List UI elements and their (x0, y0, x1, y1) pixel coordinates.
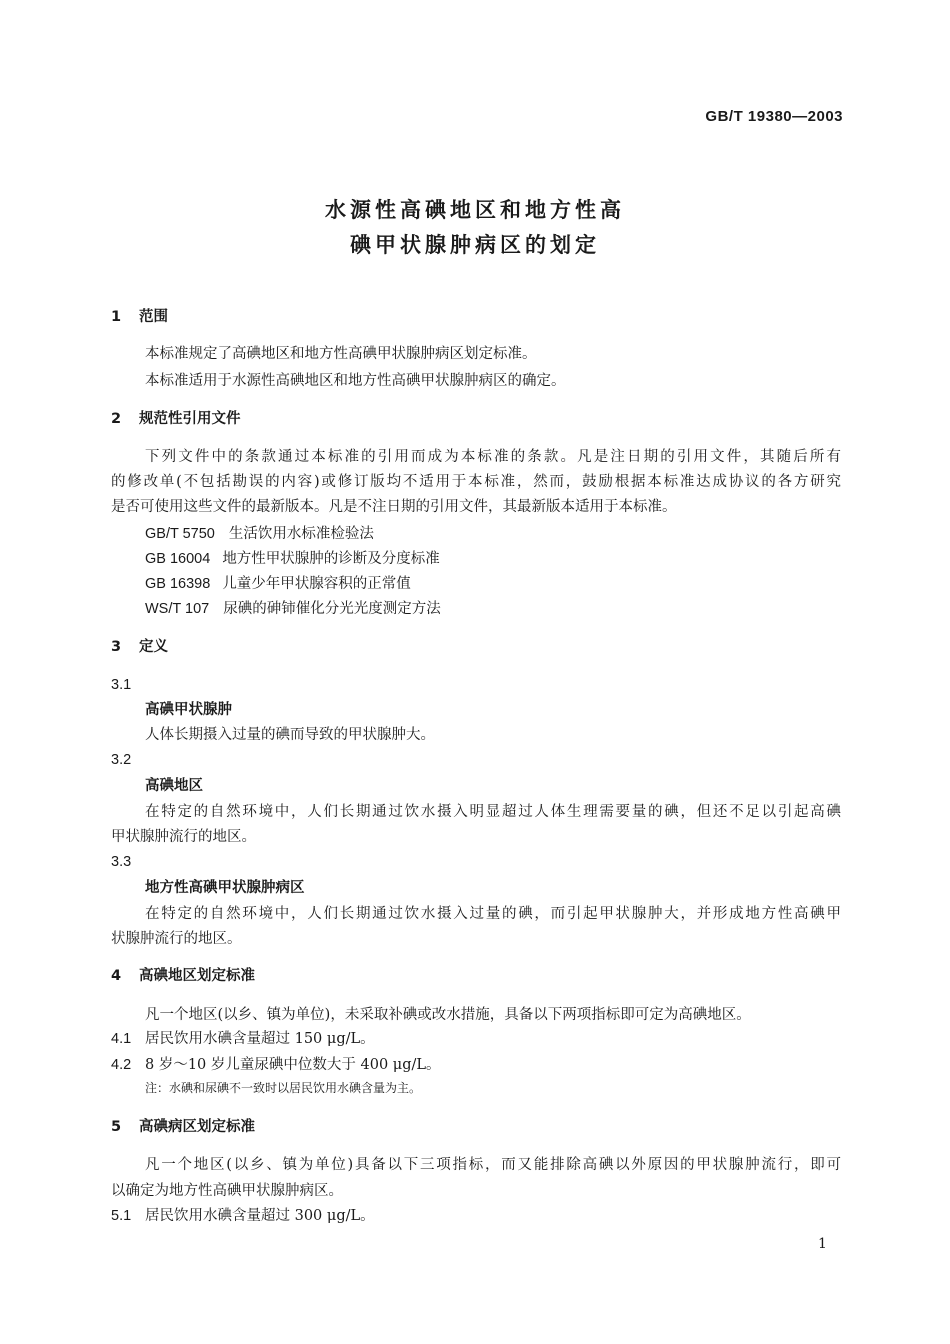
definition-text-line-2: 甲状腺肿流行的地区。 (111, 829, 256, 845)
definition-text-line-1: 在特定的自然环境中，人们长期通过饮水摄入明显超过人体生理需要量的碘，但还不足以引起高碘 (145, 804, 841, 820)
section-2-heading (111, 412, 241, 427)
section-1-paragraph-2: 本标准适用于水源性高碘地区和地方性高碘甲状腺肿病区的确定。 (145, 373, 566, 389)
section-number: 4 (111, 968, 122, 984)
section-title: 范围 (139, 309, 168, 325)
definition-text: 人体长期摄入过量的碘而导致的甲状腺肿大。 (145, 727, 435, 743)
reference-code: WS/T 107 (145, 601, 210, 617)
document-title-line-1: 水源性高碘地区和地方性高 (325, 198, 625, 222)
criterion-text: 8 岁～10 岁儿童尿碘中位数大于 400 μg/L。 (145, 1057, 441, 1073)
definition-term: 高碘甲状腺肿 (145, 702, 232, 718)
criterion-item (111, 1209, 375, 1224)
definition-text-line-2: 状腺肿流行的地区。 (111, 931, 242, 947)
reference-item (145, 552, 440, 567)
section-2-paragraph-line-2: 的修改单(不包括勘误的内容)或修订版均不适用于本标准，然而，鼓励根据本标准达成协议的各方研究 (111, 474, 841, 490)
section-1-heading (111, 310, 168, 325)
definition-number: 3.1 (111, 677, 132, 693)
reference-code: GB/T 5750 (145, 526, 215, 542)
reference-title: 生活饮用水标准检验法 (228, 526, 374, 542)
reference-item (145, 577, 411, 592)
section-number: 2 (111, 411, 122, 427)
criterion-number: 5.1 (111, 1208, 132, 1224)
section-2-paragraph-line-1: 下列文件中的条款通过本标准的引用而成为本标准的条款。凡是注日期的引用文件，其随后所有 (145, 449, 841, 465)
reference-item (145, 602, 441, 617)
section-number: 1 (111, 309, 122, 325)
reference-item (145, 527, 374, 542)
section-4-intro: 凡一个地区(以乡、镇为单位)，未采取补碘或改水措施，具备以下两项指标即可定为高碘地区。 (145, 1007, 751, 1023)
section-3-heading (111, 640, 168, 655)
reference-title: 尿碘的砷铈催化分光光度测定方法 (223, 601, 441, 617)
definition-text-line-1: 在特定的自然环境中，人们长期通过饮水摄入过量的碘，而引起甲状腺肿大，并形成地方性高碘甲 (145, 906, 841, 922)
section-title: 高碘地区划定标准 (139, 968, 255, 984)
section-number: 5 (111, 1119, 122, 1135)
reference-title: 儿童少年甲状腺容积的正常值 (222, 576, 411, 592)
definition-number: 3.3 (111, 854, 132, 870)
section-4-note: 注：水碘和尿碘不一致时以居民饮用水碘含量为主。 (145, 1081, 422, 1095)
standard-number: GB/T 19380—2003 (705, 108, 843, 125)
section-number: 3 (111, 639, 122, 655)
section-5-heading (111, 1120, 255, 1135)
definition-term: 高碘地区 (145, 778, 203, 794)
section-title: 定义 (139, 639, 168, 655)
criterion-text: 居民饮用水碘含量超过 300 μg/L。 (145, 1208, 375, 1224)
reference-code: GB 16004 (145, 551, 211, 567)
criterion-item (111, 1032, 375, 1047)
definition-term: 地方性高碘甲状腺肿病区 (145, 880, 305, 896)
criterion-number: 4.2 (111, 1057, 132, 1073)
section-5-intro-line-2: 以确定为地方性高碘甲状腺肿病区。 (111, 1183, 343, 1199)
section-title: 高碘病区划定标准 (139, 1119, 255, 1135)
definition-number: 3.2 (111, 752, 132, 768)
reference-title: 地方性甲状腺肿的诊断及分度标准 (222, 551, 440, 567)
criterion-number: 4.1 (111, 1031, 132, 1047)
document-title-line-2: 碘甲状腺肿病区的划定 (350, 233, 600, 257)
criterion-text: 居民饮用水碘含量超过 150 μg/L。 (145, 1031, 375, 1047)
section-4-heading (111, 969, 255, 984)
page-number: 1 (818, 1236, 827, 1252)
section-5-intro-line-1: 凡一个地区(以乡、镇为单位)具备以下三项指标，而又能排除高碘以外原因的甲状腺肿流行，即可 (145, 1157, 841, 1173)
criterion-item (111, 1058, 441, 1073)
reference-code: GB 16398 (145, 576, 211, 592)
section-title: 规范性引用文件 (139, 411, 241, 427)
section-1-paragraph-1: 本标准规定了高碘地区和地方性高碘甲状腺肿病区划定标准。 (145, 346, 537, 362)
section-2-paragraph-line-3: 是否可使用这些文件的最新版本。凡是不注日期的引用文件，其最新版本适用于本标准。 (111, 499, 677, 515)
